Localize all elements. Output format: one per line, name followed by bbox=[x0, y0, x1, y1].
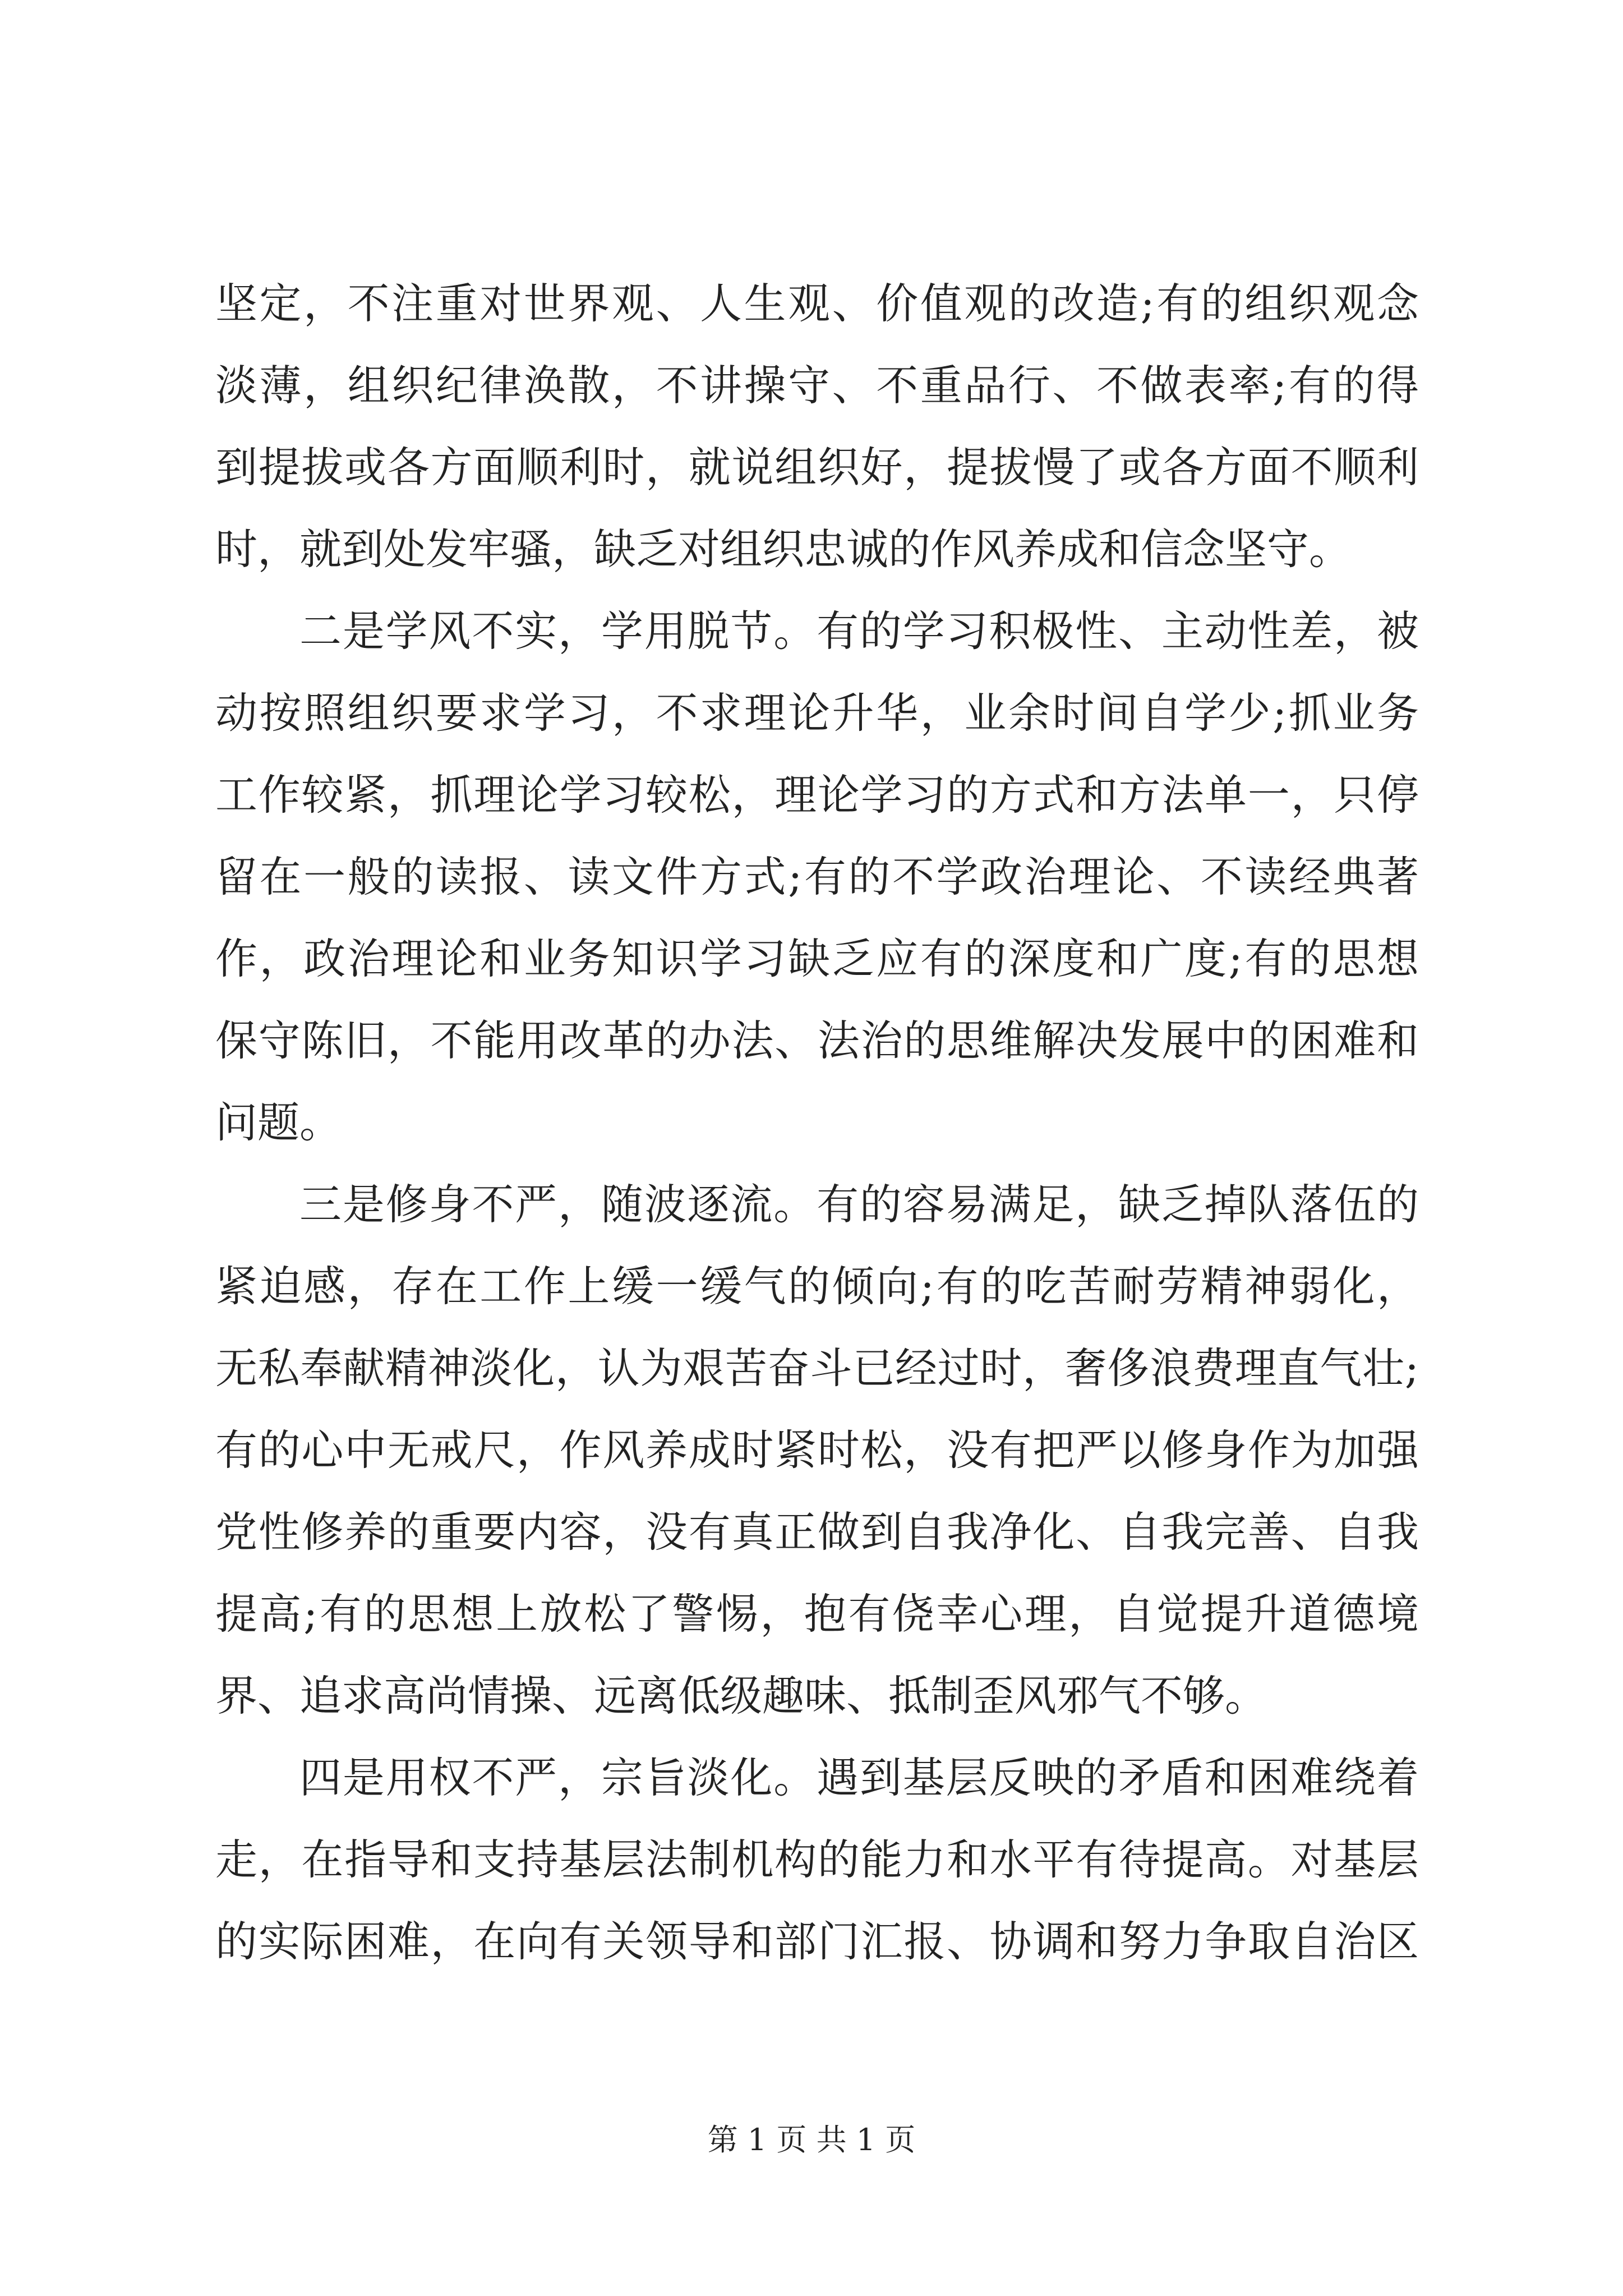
paragraph-4 bbox=[215, 1737, 1419, 1982]
text-line: 到提拔或各方面顺利时，就说组织好，提拔慢了或各方面不顺利 bbox=[215, 443, 1419, 492]
paragraph-2 bbox=[215, 590, 1419, 1163]
text-line: 走，在指导和支持基层法制机构的能力和水平有待提高。对基层 bbox=[215, 1835, 1419, 1884]
text-line: 党性修养的重要内容，没有真正做到自我净化、自我完善、自我 bbox=[215, 1507, 1419, 1557]
text-line: 二是学风不实，学用脱节。有的学习积极性、主动性差，被 bbox=[299, 606, 1419, 656]
text-line: 保守陈旧，不能用改革的办法、法治的思维解决发展中的困难和 bbox=[215, 1016, 1419, 1065]
text-line: 无私奉献精神淡化，认为艰苦奋斗已经过时，奢侈浪费理直气壮; bbox=[215, 1343, 1419, 1393]
text-line: 动按照组织要求学习，不求理论升华，业余时间自学少;抓业务 bbox=[215, 688, 1419, 738]
text-line: 紧迫感，存在工作上缓一缓气的倾向;有的吃苦耐劳精神弱化， bbox=[215, 1262, 1419, 1311]
text-line: 有的心中无戒尺，作风养成时紧时松，没有把严以修身作为加强 bbox=[215, 1425, 1419, 1475]
text-line: 作，政治理论和业务知识学习缺乏应有的深度和广度;有的思想 bbox=[215, 934, 1419, 983]
text-line: 时，就到处发牢骚，缺乏对组织忠诚的作风养成和信念坚守。 bbox=[215, 524, 1352, 574]
page-footer: 第 1 页 共 1 页 bbox=[707, 2122, 916, 2157]
paragraph-3 bbox=[215, 1163, 1419, 1737]
paragraph-1 bbox=[215, 263, 1419, 590]
text-line: 坚定，不注重对世界观、人生观、价值观的改造;有的组织观念 bbox=[215, 279, 1419, 328]
document-body bbox=[215, 263, 1419, 1982]
text-line: 淡薄，组织纪律涣散，不讲操守、不重品行、不做表率;有的得 bbox=[215, 361, 1419, 410]
text-line: 界、追求高尚情操、远离低级趣味、抵制歪风邪气不够。 bbox=[215, 1671, 1267, 1720]
text-line: 工作较紧，抓理论学习较松，理论学习的方式和方法单一，只停 bbox=[215, 770, 1419, 820]
text-line: 四是用权不严，宗旨淡化。遇到基层反映的矛盾和困难绕着 bbox=[299, 1753, 1419, 1802]
text-line: 问题。 bbox=[215, 1098, 342, 1147]
text-line: 三是修身不严，随波逐流。有的容易满足，缺乏掉队落伍的 bbox=[299, 1180, 1419, 1229]
text-line: 提高;有的思想上放松了警惕，抱有侥幸心理，自觉提升道德境 bbox=[215, 1589, 1419, 1639]
text-line: 的实际困难，在向有关领导和部门汇报、协调和努力争取自治区 bbox=[215, 1917, 1419, 1966]
text-line: 留在一般的读报、读文件方式;有的不学政治理论、不读经典著 bbox=[215, 852, 1419, 901]
